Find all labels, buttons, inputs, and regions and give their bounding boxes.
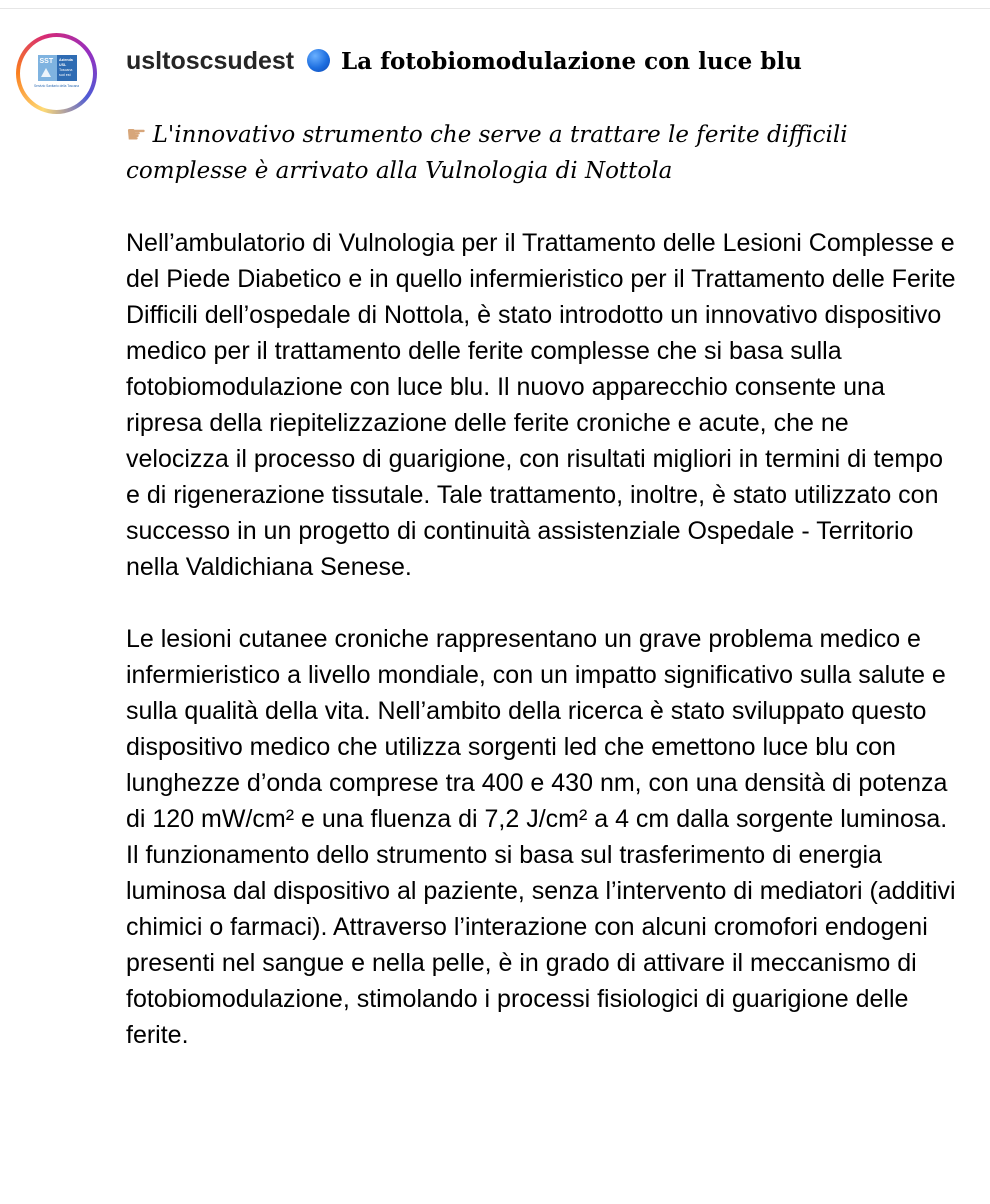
- logo-org-line-2: USL: [59, 63, 67, 67]
- post-subtitle: [126, 117, 956, 189]
- post-caption: [126, 44, 956, 1053]
- username-link[interactable]: usltoscsudest: [126, 47, 295, 75]
- avatar[interactable]: [16, 33, 97, 114]
- logo-org-line-4: sud est: [59, 73, 71, 77]
- logo-sst-text: SST: [39, 58, 54, 65]
- post-subtitle-text: L'innovativo strumento che serve a trattare le ferite difficili complesse è arrivato alla Vulnologia di Nottola: [126, 122, 848, 184]
- blue-circle-icon: [307, 49, 330, 72]
- logo-org-line-1: Azienda: [59, 58, 73, 62]
- avatar-logo: [24, 41, 89, 106]
- top-divider: [0, 8, 990, 9]
- usl-logo-icon: [24, 41, 89, 106]
- caption-header: [126, 44, 956, 79]
- caption-paragraph-2: Le lesioni cutanee croniche rappresentano un grave problema medico e infermieristico a livello mondiale, con un impatto significativo sulla salute e sulla qualità della vita. Nell’ambito della ricerca è stato sviluppato questo dispositivo medico che utilizza sorgenti led che emettono luce blu con lunghezze d’onda comprese tra 400 e 430 nm, con una densità di potenza di 120 mW/cm² e una fluenza di 7,2 J/cm² a 4 cm dalla sorgente luminosa. Il funzionamento dello strumento si basa sul trasferimento di energia luminosa dal dispositivo al paziente, senza l’intervento di mediatori (additivi chimici o farmaci). Attraverso l’interazione con alcuni cromofori endogeni presenti nel sangue e nella pelle, è in grado di attivare il meccanismo di fotobiomodulazione, stimolando i processi fisiologici di guarigione delle ferite.: [126, 625, 956, 1049]
- logo-org-line-3: Toscana: [59, 68, 73, 72]
- logo-caption: Servizio Sanitario della Toscana: [33, 84, 80, 88]
- caption-paragraph-1: Nell’ambulatorio di Vulnologia per il Trattamento delle Lesioni Complesse e del Piede Diabetico e in quello infermieristico per il Trattamento delle Ferite Difficili dell’ospedale di Nottola, è stato introdotto un innovativo dispositivo medico per il trattamento delle ferite complesse che si basa sulla fotobiomodulazione con luce blu. Il nuovo apparecchio consente una ripresa della riepitelizzazione delle ferite croniche e acute, che ne velocizza il processo di guarigione, con risultati migliori in termini di tempo e di rigenerazione tissutale. Tale trattamento, inoltre, è stato utilizzato con successo in un progetto di continuità assistenziale Ospedale - Territorio nella Valdichiana Senese.: [126, 229, 956, 581]
- post-title: La fotobiomodulazione con luce blu: [341, 48, 802, 75]
- pointing-hand-icon: ☛: [126, 122, 147, 148]
